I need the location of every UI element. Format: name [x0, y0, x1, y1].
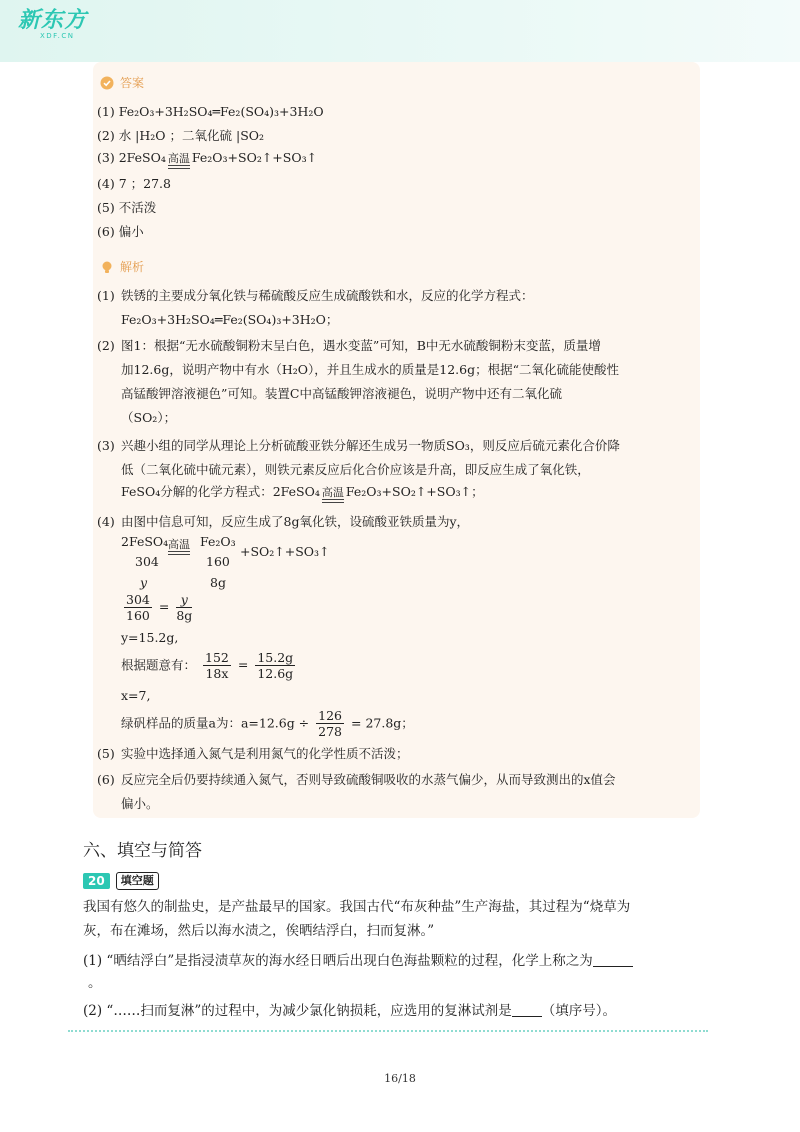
answer-blank-1[interactable]: [593, 952, 633, 967]
question-stem-l2: 灰，布在滩场，然后以海水渍之，俟晒结浮白，扫而复淋。”: [83, 923, 435, 939]
logo-subtext: XDF.CN: [40, 32, 75, 40]
answer-item-3: (3) 2FeSO₄ 高温 Fe₂O₃+SO₂↑+SO₃↑: [97, 150, 317, 169]
p4-eq-cond: 高温: [166, 536, 192, 555]
analysis-p3-l2: 低（二氧化硫中硫元素），则铁元素反应后化合价应该是升高，即反应生成了氧化铁，: [121, 462, 590, 477]
analysis-num-4: (4): [97, 514, 115, 529]
analysis-p2-l1: 图1：根据“无水硫酸铜粉末呈白色，遇水变蓝”可知，B中无水硫酸铜粉末变蓝，质量增: [121, 338, 601, 353]
question-badge: [83, 872, 159, 890]
answer-item-4: (4) 7 ；27.8: [97, 176, 171, 191]
section-title: 六、填空与简答: [83, 841, 202, 861]
answer-item-5: (5) 不活泼: [97, 200, 157, 215]
p4-mass-2: 160: [206, 554, 230, 569]
analysis-p2-l3: 高锰酸钾溶液褪色”可知。装置C中高锰酸钾溶液褪色，说明产物中还有二氧化硫: [121, 386, 562, 401]
brand-logo: [18, 10, 88, 46]
question-type: 填空题: [116, 872, 159, 890]
logo-text: 新东方: [18, 8, 88, 33]
analysis-p2-l4: （SO₂）；: [121, 410, 177, 425]
analysis-num-6: (6): [97, 772, 115, 787]
analysis-num-5: (5): [97, 746, 115, 761]
analysis-p4-intro: 由图中信息可知，反应生成了8g氧化铁，设硫酸亚铁质量为y，: [121, 514, 470, 529]
p4-mass-line: 绿矾样品的质量a为：a=12.6g ÷ $\frac{126}{278}$ = 27.8g；: [121, 708, 414, 739]
analysis-label: 解析: [120, 260, 145, 274]
analysis-num-3: (3): [97, 438, 115, 453]
analysis-p1-l1: 铁锈的主要成分氧化铁与稀硫酸反应生成硫酸铁和水，反应的化学方程式：: [121, 288, 534, 303]
lightbulb-icon: [100, 260, 114, 274]
analysis-p5: 实验中选择通入氮气是利用氮气的化学性质不活泼；: [121, 746, 409, 761]
answer-blank-2[interactable]: [512, 1002, 542, 1017]
page-number: 16/18: [384, 1072, 416, 1085]
p4-mass-1: 304: [135, 554, 159, 569]
p4-meaning: 根据题意有： $\frac{152}{18x}$ = $\frac{15.2g}{12.6g}$: [121, 650, 294, 681]
analysis-num-2: (2): [97, 338, 115, 353]
question-number: 20: [83, 873, 110, 889]
analysis-p6-l1: 反应完全后仍要持续通入氮气，否则导致硫酸铜吸收的水蒸气偏少，从而导致测出的x值会: [121, 772, 616, 787]
analysis-p3-eq: FeSO₄分解的化学方程式：2FeSO₄ 高温 Fe₂O₃+SO₂↑+SO₃↑；: [121, 484, 484, 503]
reaction-condition: 高温: [168, 153, 190, 169]
question-stem-l1: 我国有悠久的制盐史，是产盐最早的国家。我国古代“布灰种盐”生产海盐，其过程为“烧草为: [83, 899, 631, 915]
p4-var-y: y: [140, 575, 148, 590]
p4-ratio: $\frac{304}{160}$ = $\frac{y}{8g}$: [126, 592, 193, 623]
p4-y-result: y=15.2g,: [121, 630, 179, 645]
check-circle-icon: [100, 76, 114, 90]
answer-label: 答案: [120, 76, 145, 90]
answer-item-1: (1) Fe₂O₃+3H₂SO₄═Fe₂(SO₄)₃+3H₂O: [97, 104, 324, 119]
analysis-p2-l2: 加12.6g，说明产物中有水（H₂O），并且生成水的质量是12.6g；根据“二氧化硫能使酸性: [121, 362, 619, 377]
p4-var-8g: 8g: [210, 575, 226, 590]
p4-eq-left: 2FeSO₄: [121, 534, 169, 549]
analysis-p3-l1: 兴趣小组的同学从理论上分析硫酸亚铁分解还生成另一物质SO₃，则反应后硫元素化合价降: [121, 438, 620, 453]
answer-item-6: (6) 偏小: [97, 224, 144, 239]
p4-eq-mid: Fe₂O₃: [200, 534, 236, 549]
question-2: (2) “……扫而复淋”的过程中，为减少氯化钠损耗，应选用的复淋试剂是 （填序号）。: [83, 1003, 616, 1019]
divider: [68, 1030, 708, 1032]
answer-tag: [100, 74, 144, 91]
analysis-p1-l2: Fe₂O₃+3H₂SO₄═Fe₂(SO₄)₃+3H₂O；: [121, 312, 339, 327]
header-band: [0, 0, 800, 62]
answer-item-2: (2) 水 |H₂O ；二氧化硫 |SO₂: [97, 128, 265, 143]
analysis-num-1: (1): [97, 288, 115, 303]
p4-x-result: x=7,: [121, 688, 151, 703]
question-1: (1) “晒结浮白”是指浸渍草灰的海水经日晒后出现白色海盐颗粒的过程，化学上称之为: [83, 950, 633, 972]
analysis-tag: [100, 258, 144, 275]
question-1-end: 。: [88, 975, 102, 991]
analysis-p6-l2: 偏小。: [121, 796, 159, 811]
p4-eq-right: +SO₂↑+SO₃↑: [240, 544, 330, 559]
